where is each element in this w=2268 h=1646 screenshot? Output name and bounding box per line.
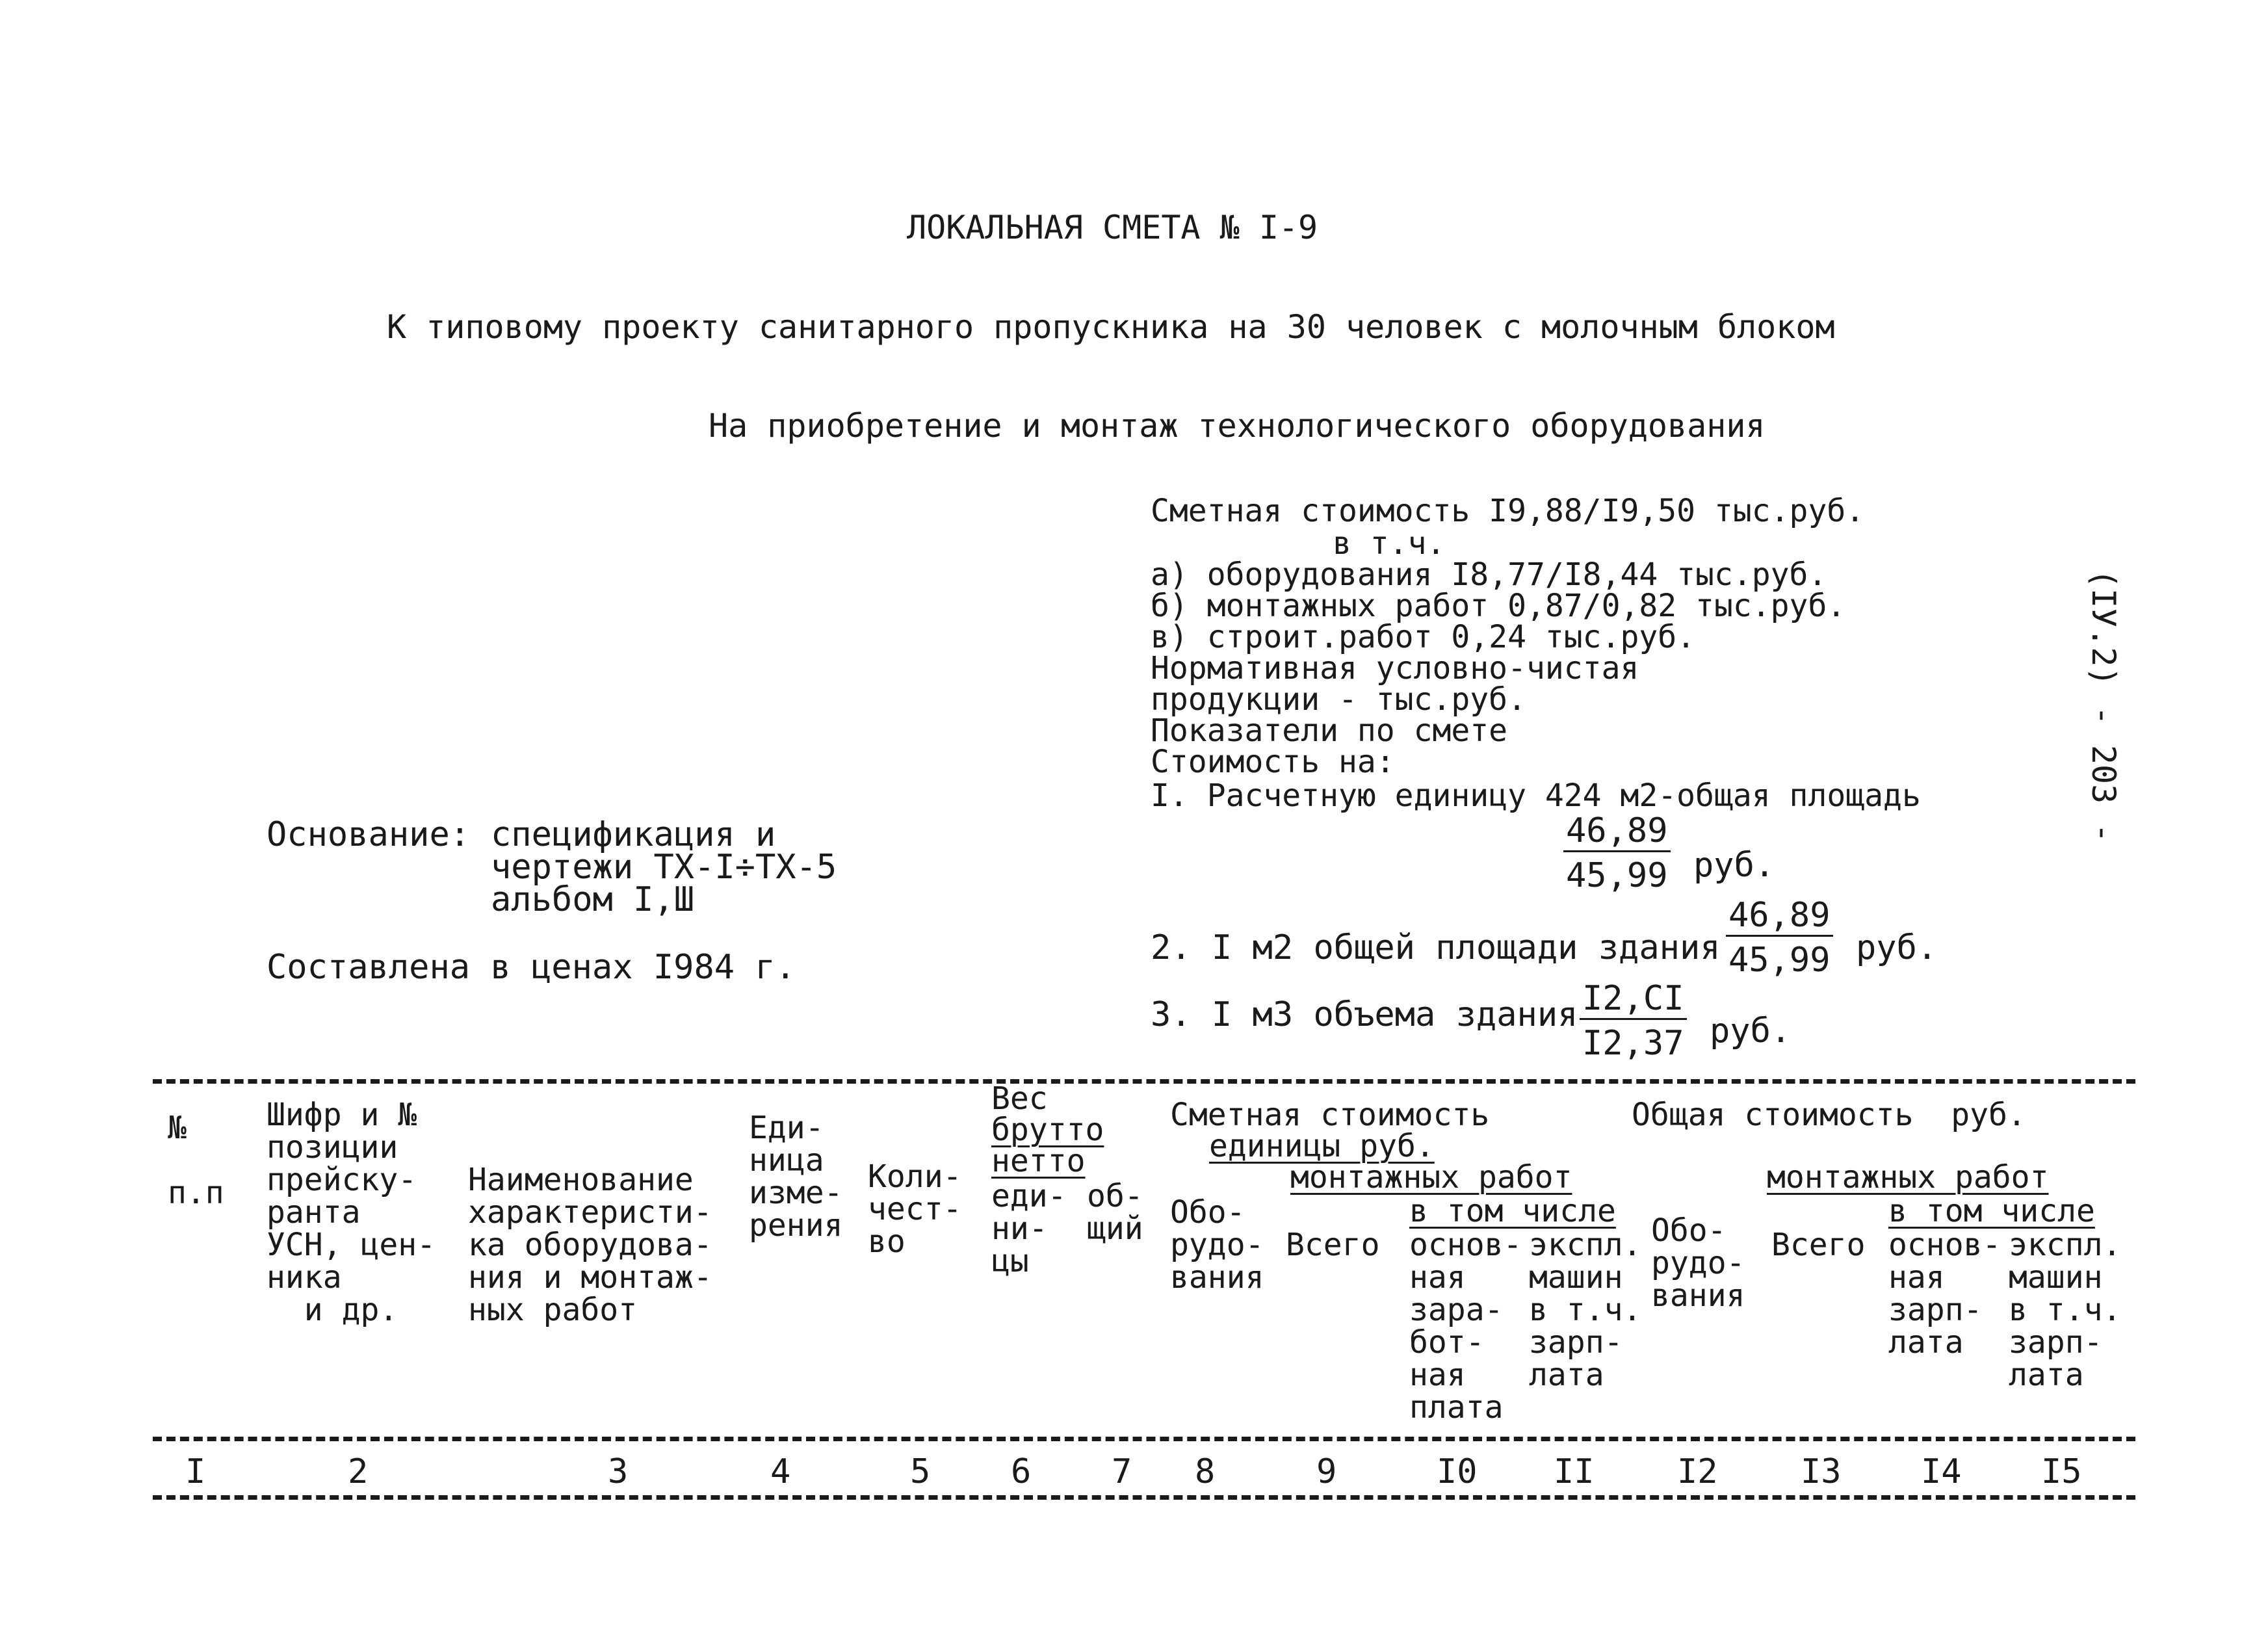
col-header-2: Шифр и № позиции прейску- ранта УСН, цен- ника и др. <box>267 1097 436 1328</box>
weight-net-label: нетто <box>991 1143 1086 1179</box>
prices-year: Составлена в ценах I984 г. <box>267 948 796 987</box>
column-number: I5 <box>2041 1452 2082 1491</box>
indicator-3-numerator: I2,CI <box>1580 982 1687 1020</box>
mount-works-group-1: монтажных работ <box>1290 1159 1572 1195</box>
indicator-3-denominator: I2,37 <box>1582 1024 1684 1063</box>
column-number: 3 <box>608 1452 629 1491</box>
including-group-2: в том числе <box>1888 1193 2095 1229</box>
basis-line-2: чертежи ТХ-I÷ТХ-5 <box>491 848 837 887</box>
indicator-3-fraction <box>1580 979 1687 1063</box>
column-number: II <box>1554 1452 1595 1491</box>
column-number-divider <box>153 1495 2135 1500</box>
column-number: 8 <box>1195 1452 1216 1491</box>
unit-cost-group-line-2: единицы руб. <box>1209 1128 1435 1164</box>
column-number: 2 <box>348 1452 369 1491</box>
column-number: 4 <box>770 1452 791 1491</box>
indicator-1-label: I. Расчетную единицу 424 м2-общая площадь <box>1151 777 1921 814</box>
col-header-3: Наименование характеристи- ка оборудова- ния и монтаж- ных работ <box>468 1162 712 1328</box>
column-number: 9 <box>1316 1452 1337 1491</box>
cost-on-label: Стоимость на: <box>1151 744 1395 780</box>
column-number: I0 <box>1437 1452 1478 1491</box>
unit-cost-group-line-1: Сметная стоимость <box>1170 1097 1490 1133</box>
header-top-divider <box>153 1079 2135 1084</box>
basis-label: Основание: <box>267 815 471 854</box>
col-header-8: Обо- рудо- вания <box>1170 1194 1264 1296</box>
total-cost-group: Общая стоимость руб. <box>1632 1097 2026 1133</box>
col-header-11: экспл. машин в т.ч. зарп- лата <box>1529 1227 1642 1393</box>
col-header-7: об- щий <box>1087 1178 1143 1247</box>
column-number: 6 <box>1011 1452 1032 1491</box>
mounting-cost-line: б) монтажных работ 0,87/0,82 тыс.руб. <box>1151 588 1846 624</box>
indicator-2-fraction <box>1726 896 1833 980</box>
normative-line-2: продукции - тыс.руб. <box>1151 681 1526 718</box>
indicator-3-label: 3. I м3 объема здания <box>1151 995 1578 1034</box>
column-number: 7 <box>1112 1452 1132 1491</box>
indicator-2-denominator: 45,99 <box>1728 941 1831 980</box>
col-header-13: Всего <box>1771 1227 1866 1263</box>
mount-works-group-2: монтажных работ <box>1767 1159 2049 1195</box>
column-number: I2 <box>1677 1452 1718 1491</box>
column-number: I4 <box>1921 1452 1962 1491</box>
basis-line-1: спецификация и <box>491 815 776 854</box>
normative-line-1: Нормативная условно-чистая <box>1151 650 1639 686</box>
header-bottom-divider <box>153 1437 2135 1441</box>
equipment-cost-line: а) оборудования I8,77/I8,44 тыс.руб. <box>1151 556 1827 593</box>
col-header-5: Коли- чест- во <box>868 1158 962 1260</box>
col-header-15: экспл. машин в т.ч. зарп- лата <box>2009 1227 2122 1393</box>
indicator-2-label: 2. I м2 общей площади здания <box>1151 928 1721 967</box>
col-header-9: Всего <box>1286 1227 1380 1263</box>
basis-line-3: альбом I,Ш <box>491 880 695 919</box>
document-subtitle: К типовому проекту санитарного пропускника на 30 человек с молочным блоком <box>387 308 1835 346</box>
document-title: ЛОКАЛЬНАЯ СМЕТА № I-9 <box>907 209 1318 246</box>
indicator-2-unit: руб. <box>1856 928 1938 967</box>
col-header-10: основ- ная зара- бот- ная плата <box>1409 1227 1522 1426</box>
construction-cost-line: в) строит.работ 0,24 тыс.руб. <box>1151 619 1696 655</box>
col-header-1: № п.п <box>168 1110 224 1211</box>
col-header-14: основ- ная зарп- лата <box>1888 1227 2001 1361</box>
col-header-12: Обо- рудо- вания <box>1651 1212 1745 1314</box>
document-purpose: На приобретение и монтаж технологического оборудования <box>709 407 1766 445</box>
column-number: 5 <box>910 1452 931 1491</box>
column-number: I3 <box>1801 1452 1842 1491</box>
col-header-6: еди- ни- цы <box>991 1178 1067 1279</box>
indicator-3-unit: руб. <box>1710 1012 1792 1051</box>
column-number: I <box>185 1452 206 1491</box>
indicators-heading: Показатели по смете <box>1151 712 1508 749</box>
weight-label: Вес <box>991 1080 1048 1117</box>
including-group-1: в том числе <box>1409 1193 1616 1229</box>
including-label: в т.ч. <box>1333 525 1446 562</box>
col-header-4: Еди- ница изме- рения <box>749 1110 843 1244</box>
indicator-2-numerator: 46,89 <box>1726 898 1833 937</box>
page-marker: (IУ.2) - 203 - <box>2085 569 2122 843</box>
indicator-1-denominator: 45,99 <box>1566 856 1668 895</box>
indicator-1-unit: руб. <box>1693 846 1775 885</box>
weight-gross-label: брутто <box>991 1112 1104 1148</box>
estimated-cost-line: Сметная стоимость I9,88/I9,50 тыс.руб. <box>1151 493 1865 529</box>
indicator-1-numerator: 46,89 <box>1563 814 1671 852</box>
indicator-1-fraction <box>1563 811 1671 895</box>
